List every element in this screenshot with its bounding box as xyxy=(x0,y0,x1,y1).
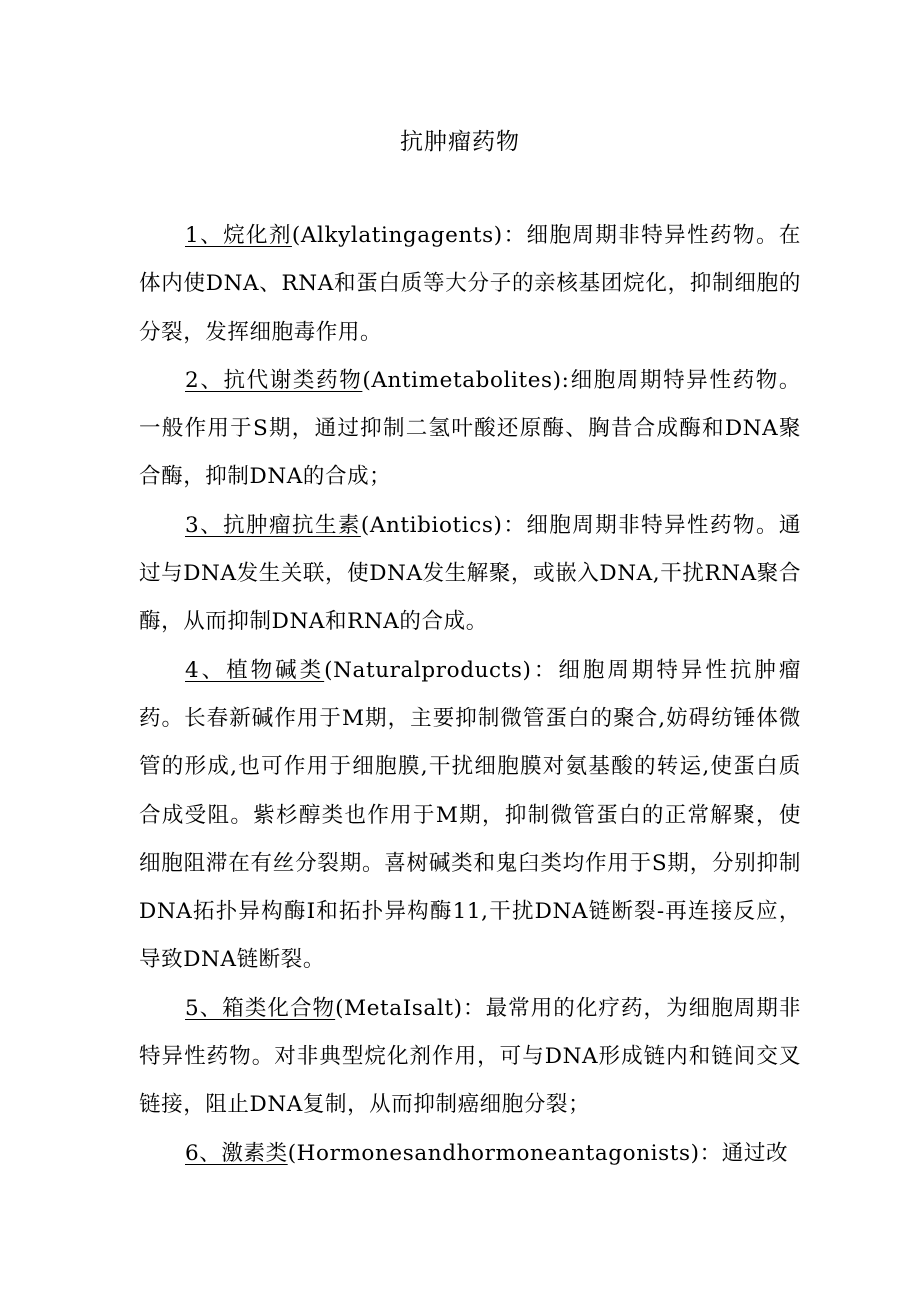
document-body xyxy=(139,212,801,1178)
section-heading: 4、植物碱类 xyxy=(185,657,325,683)
section-english-name: (Alkylatingagents) xyxy=(291,223,503,248)
section-text: ：通过改 xyxy=(699,1140,789,1166)
section-heading: 1、烷化剂 xyxy=(185,223,292,248)
section-text: :细胞周期特异性药物。一般作用于S期，通过抑制二氢叶酸还原酶、胸昔合成酶和DNA聚合酶，抑制DNA的合成； xyxy=(139,367,801,490)
section-english-name: (Antimetabolites) xyxy=(362,367,562,393)
section-text: ：细胞周期非特异性药物。在体内使DNA、RNA和蛋白质等大分子的亲核基团烷化，抑制细胞的分裂，发挥细胞毒作用。 xyxy=(139,223,801,345)
section-english-name: (Naturalproducts) xyxy=(324,657,532,683)
section-natural-products xyxy=(139,647,801,985)
document-title: 抗肿瘤药物 xyxy=(400,129,520,155)
section-heading: 2、抗代谢类药物 xyxy=(185,367,363,393)
section-english-name: (Antibiotics) xyxy=(360,512,503,538)
section-metal-salt xyxy=(139,985,801,1130)
section-hormones xyxy=(139,1130,801,1178)
section-text: ：最常用的化疗药，为细胞周期非特异性药物。对非典型烷化剂作用，可与DNA形成链内和链间交叉链接，阻止DNA复制，从而抑制癌细胞分裂； xyxy=(139,995,801,1118)
section-text: ：细胞周期特异性抗肿瘤药。长春新碱作用于M期，主要抑制微管蛋白的聚合,妨碍纺锤体微管的形成,也可作用于细胞膜,干扰细胞膜对氨基酸的转运,使蛋白质合成受阻。紫杉醇类也作用于M期，抑制微管蛋白的正常解聚，使细胞阻滞在有丝分裂期。喜树碱类和鬼臼类均作用于S期，分别抑制DNA拓扑异构酶I和拓扑异构酶11,干扰DNA链断裂-再连接反应，导致DNA链断裂。 xyxy=(139,657,801,973)
section-english-name: (Hormonesandhormoneantagonists) xyxy=(287,1140,700,1166)
section-text: ：细胞周期非特异性药物。通过与DNA发生关联，使DNA发生解聚，或嵌入DNA,干扰RNA聚合酶，从而抑制DNA和RNA的合成。 xyxy=(139,512,801,635)
section-heading: 6、激素类 xyxy=(185,1140,288,1166)
section-english-name: (MetaIsalt) xyxy=(335,995,463,1021)
section-heading: 5、箱类化合物 xyxy=(185,995,336,1021)
section-alkylating-agents xyxy=(139,212,801,357)
section-heading: 3、抗肿瘤抗生素 xyxy=(185,512,361,538)
section-antimetabolites xyxy=(139,357,801,502)
section-antibiotics xyxy=(139,502,801,647)
